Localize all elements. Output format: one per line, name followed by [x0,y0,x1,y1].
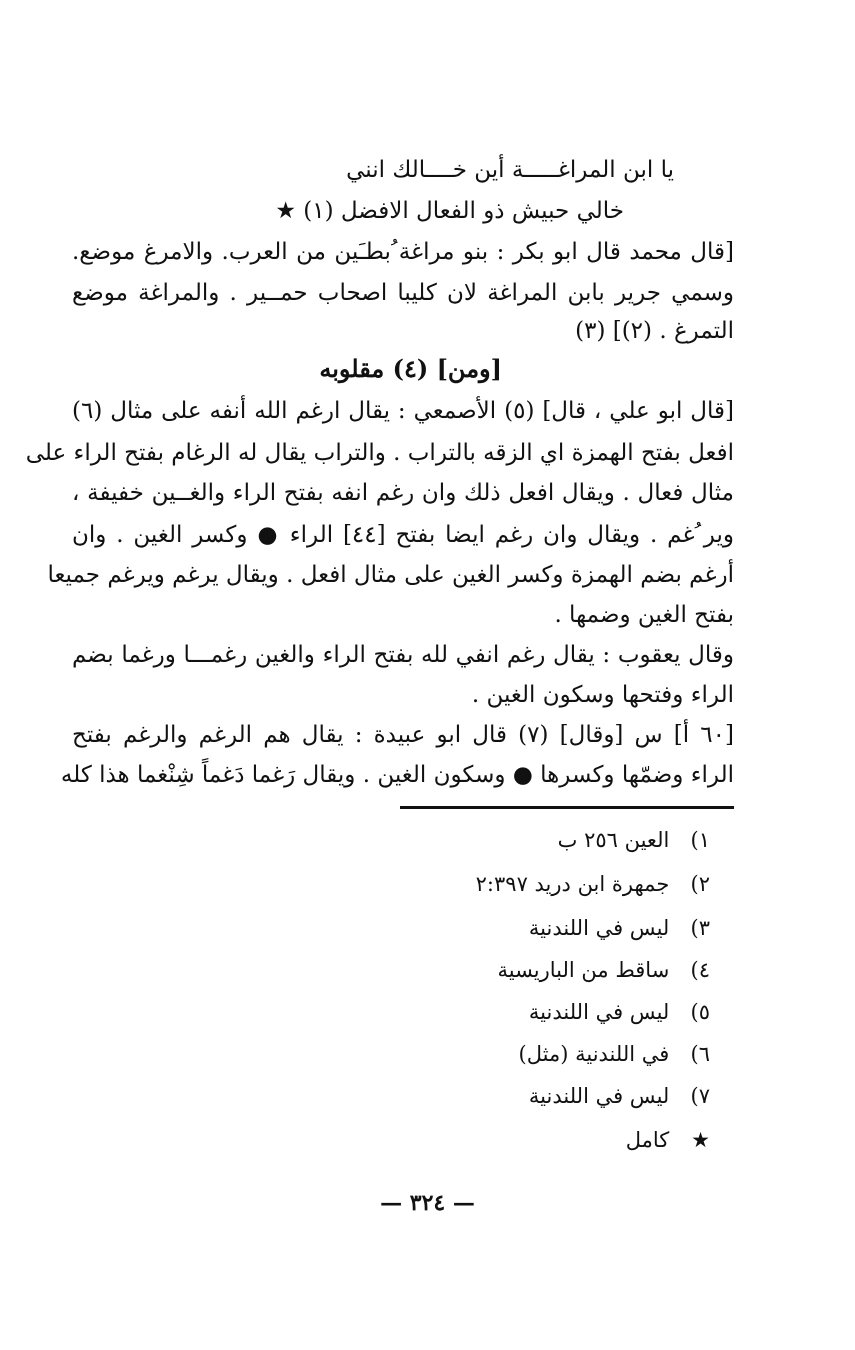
footnotes [420,826,710,1166]
footnote-number: ٦) [690,1042,710,1066]
paragraph-line: وقال يعقوب : يقال رغم انفي لله بفتح الراء والغين رغمـــا ورغما بضم [72,642,734,668]
paragraph-line: الراء وضمّها وكسرها ● وسكون الغين . ويقال رَغما دَغماً شِنْغما هذا كله [60,762,734,788]
paragraph-line: افعل بفتح الهمزة اي الزقه بالتراب . والتراب يقال له الرغام بفتح الراء على [25,440,734,466]
paragraph-line: [قال محمد قال ابو بكر : بنو مراغة ُبطـَين من العرب. والامرغ موضع. [72,239,734,265]
footnote-divider [400,806,734,809]
footnote-text: جمهرة ابن دريد ٢:٣٩٧ [475,872,670,896]
paragraph-line: [قال ابو علي ، قال] (٥) الأصمعي : يقال ارغم الله أنفه على مثال (٦) [72,398,734,424]
footnote-number: ٣) [690,916,710,940]
paragraph-line: الراء وفتحها وسكون الغين . [471,682,734,708]
poem-verse-2: خالي حبيش ذو الفعال الافضل (١) ★ [275,198,624,224]
footnote-text: في اللندنية (مثل) [518,1042,670,1066]
footnote-number: ٥) [690,1000,710,1024]
paragraph-line: مثال فعال . ويقال افعل ذلك وان رغم انفه بفتح الراء والغــين خفيفة ، [72,480,734,506]
footnote-number: ٤) [690,958,710,982]
paragraph-line: وير ُغم . ويقال وان رغم ايضا بفتح [٤٤] الراء ● وكسر الغين . وان [72,522,734,548]
star-icon: ★ [691,1128,710,1152]
footnote-text: ساقط من الباريسية [497,958,670,982]
footnote-item [476,870,710,898]
section-heading: [ومن] (٤) مقلوبه [319,354,502,383]
footnote-number: ٧) [690,1084,710,1108]
footnote-item [529,1082,710,1110]
paragraph-line: التمرغ . (٢)] (٣) [575,318,734,344]
footnote-item [519,1040,710,1068]
footnote-item [497,956,710,984]
footnote-number: ١) [690,828,710,852]
footnote-item [626,1126,710,1154]
footnote-text: ليس في اللندنية [528,1084,670,1108]
footnote-number: ٢) [690,872,710,896]
paragraph-line: وسمي جرير بابن المراغة لان كليبا اصحاب حمــير . والمراغة موضع [72,280,734,306]
paragraph-line: [٦٠ أ] س [وقال] (٧) قال ابو عبيدة : يقال هم الرغم والرغم بفتح [72,722,734,748]
paragraph-line: بفتح الغين وضمها . [554,602,734,628]
footnote-text: ليس في اللندنية [528,1000,670,1024]
page-number: — ٣٢٤ — [380,1190,475,1216]
footnote-item [529,914,710,942]
main-text [25,0,734,800]
footnote-text: ليس في اللندنية [528,916,670,940]
footnote-text: العين ٢٥٦ ب [557,828,670,852]
footnote-text: كامل [625,1128,670,1152]
footnote-item [558,826,710,854]
paragraph-line: أرغم بضم الهمزة وكسر الغين على مثال افعل . ويقال يرغم ويرغم جميعا [47,562,734,588]
poem-verse-1: يا ابن المراغـــــة أين خــــالك انني [346,157,674,183]
footnote-item [529,998,710,1026]
